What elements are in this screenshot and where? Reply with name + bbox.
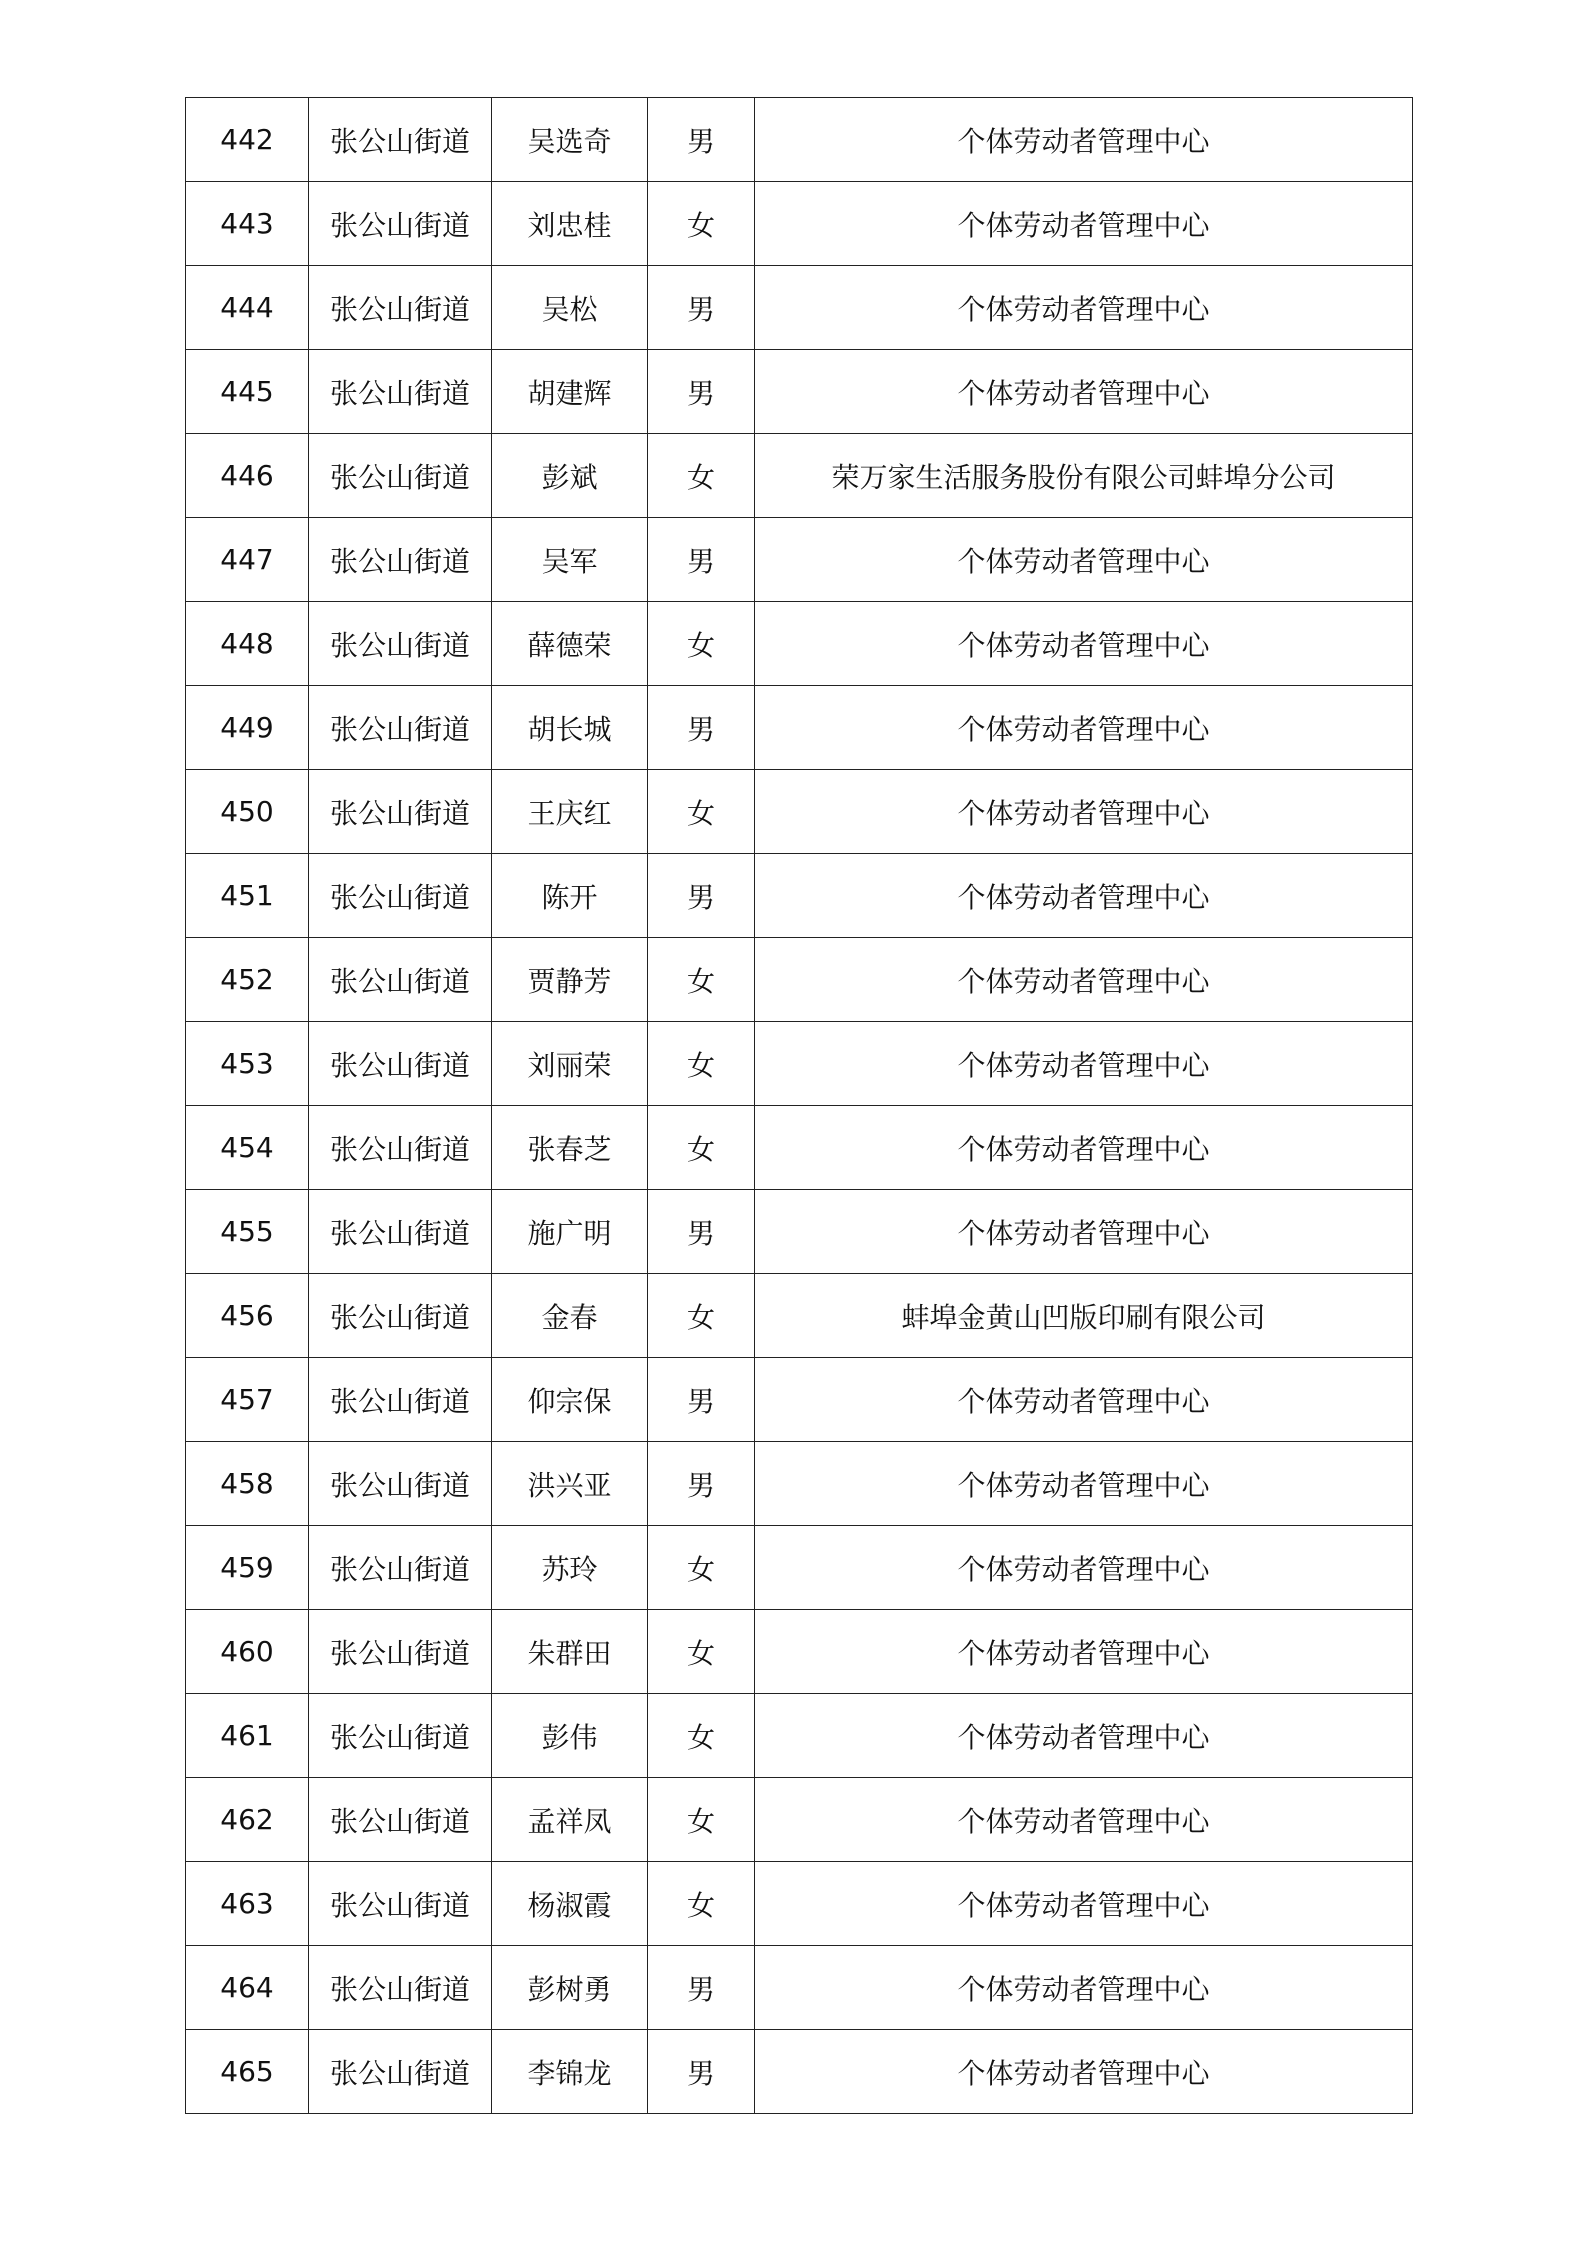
name-cell: 吴选奇 [492,98,648,182]
gender-cell: 男 [648,1442,755,1526]
name-cell: 李锦龙 [492,2030,648,2114]
row-number-cell: 457 [186,1358,309,1442]
name-cell: 胡长城 [492,686,648,770]
table-row [186,1946,1413,2030]
name-cell: 彭斌 [492,434,648,518]
organization-cell: 个体劳动者管理中心 [755,1946,1413,2030]
gender-cell: 女 [648,1106,755,1190]
row-number-cell: 446 [186,434,309,518]
gender-cell: 女 [648,1694,755,1778]
gender-cell: 男 [648,1358,755,1442]
row-number-cell: 462 [186,1778,309,1862]
street-cell: 张公山街道 [309,1610,492,1694]
name-cell: 吴松 [492,266,648,350]
name-cell: 洪兴亚 [492,1442,648,1526]
gender-cell: 男 [648,854,755,938]
row-number-cell: 450 [186,770,309,854]
gender-cell: 女 [648,602,755,686]
row-number-cell: 445 [186,350,309,434]
gender-cell: 女 [648,1778,755,1862]
row-number-cell: 443 [186,182,309,266]
organization-cell: 个体劳动者管理中心 [755,1610,1413,1694]
organization-cell: 个体劳动者管理中心 [755,1022,1413,1106]
organization-cell: 个体劳动者管理中心 [755,2030,1413,2114]
gender-cell: 女 [648,770,755,854]
gender-cell: 女 [648,1526,755,1610]
street-cell: 张公山街道 [309,266,492,350]
organization-cell: 个体劳动者管理中心 [755,1694,1413,1778]
table-row [186,1442,1413,1526]
table-row [186,1106,1413,1190]
name-cell: 刘忠桂 [492,182,648,266]
name-cell: 孟祥凤 [492,1778,648,1862]
street-cell: 张公山街道 [309,854,492,938]
table-row [186,854,1413,938]
street-cell: 张公山街道 [309,938,492,1022]
street-cell: 张公山街道 [309,1358,492,1442]
organization-cell: 荣万家生活服务股份有限公司蚌埠分公司 [755,434,1413,518]
roster-table [185,97,1413,2114]
gender-cell: 男 [648,686,755,770]
gender-cell: 女 [648,1610,755,1694]
gender-cell: 男 [648,1190,755,1274]
table-row [186,182,1413,266]
table-row [186,1862,1413,1946]
organization-cell: 个体劳动者管理中心 [755,602,1413,686]
organization-cell: 个体劳动者管理中心 [755,1442,1413,1526]
name-cell: 张春芝 [492,1106,648,1190]
name-cell: 施广明 [492,1190,648,1274]
table-row [186,770,1413,854]
row-number-cell: 461 [186,1694,309,1778]
name-cell: 金春 [492,1274,648,1358]
organization-cell: 个体劳动者管理中心 [755,266,1413,350]
row-number-cell: 459 [186,1526,309,1610]
organization-cell: 个体劳动者管理中心 [755,1862,1413,1946]
street-cell: 张公山街道 [309,602,492,686]
name-cell: 仰宗保 [492,1358,648,1442]
row-number-cell: 448 [186,602,309,686]
street-cell: 张公山街道 [309,1274,492,1358]
gender-cell: 女 [648,1022,755,1106]
row-number-cell: 452 [186,938,309,1022]
row-number-cell: 453 [186,1022,309,1106]
gender-cell: 男 [648,518,755,602]
street-cell: 张公山街道 [309,1778,492,1862]
street-cell: 张公山街道 [309,686,492,770]
street-cell: 张公山街道 [309,1190,492,1274]
name-cell: 贾静芳 [492,938,648,1022]
table-row [186,266,1413,350]
table-row [186,350,1413,434]
row-number-cell: 463 [186,1862,309,1946]
street-cell: 张公山街道 [309,1862,492,1946]
gender-cell: 女 [648,938,755,1022]
name-cell: 杨淑霞 [492,1862,648,1946]
name-cell: 苏玲 [492,1526,648,1610]
gender-cell: 男 [648,1946,755,2030]
table-row [186,1778,1413,1862]
row-number-cell: 451 [186,854,309,938]
row-number-cell: 447 [186,518,309,602]
table-row [186,1190,1413,1274]
name-cell: 胡建辉 [492,350,648,434]
organization-cell: 个体劳动者管理中心 [755,1106,1413,1190]
row-number-cell: 464 [186,1946,309,2030]
organization-cell: 个体劳动者管理中心 [755,1358,1413,1442]
table-row [186,1274,1413,1358]
organization-cell: 个体劳动者管理中心 [755,938,1413,1022]
organization-cell: 个体劳动者管理中心 [755,1190,1413,1274]
gender-cell: 男 [648,350,755,434]
gender-cell: 女 [648,1862,755,1946]
organization-cell: 个体劳动者管理中心 [755,98,1413,182]
gender-cell: 女 [648,182,755,266]
table-row [186,518,1413,602]
street-cell: 张公山街道 [309,98,492,182]
name-cell: 薛德荣 [492,602,648,686]
gender-cell: 男 [648,98,755,182]
table-row [186,1526,1413,1610]
organization-cell: 蚌埠金黄山凹版印刷有限公司 [755,1274,1413,1358]
table-row [186,938,1413,1022]
street-cell: 张公山街道 [309,182,492,266]
gender-cell: 女 [648,1274,755,1358]
row-number-cell: 456 [186,1274,309,1358]
table-row [186,434,1413,518]
street-cell: 张公山街道 [309,518,492,602]
street-cell: 张公山街道 [309,1442,492,1526]
name-cell: 刘丽荣 [492,1022,648,1106]
row-number-cell: 465 [186,2030,309,2114]
street-cell: 张公山街道 [309,1526,492,1610]
table-row [186,686,1413,770]
gender-cell: 男 [648,2030,755,2114]
street-cell: 张公山街道 [309,770,492,854]
street-cell: 张公山街道 [309,1022,492,1106]
row-number-cell: 442 [186,98,309,182]
gender-cell: 男 [648,266,755,350]
table-row [186,602,1413,686]
name-cell: 彭树勇 [492,1946,648,2030]
name-cell: 朱群田 [492,1610,648,1694]
organization-cell: 个体劳动者管理中心 [755,350,1413,434]
street-cell: 张公山街道 [309,1946,492,2030]
table-row [186,1358,1413,1442]
row-number-cell: 444 [186,266,309,350]
street-cell: 张公山街道 [309,2030,492,2114]
row-number-cell: 449 [186,686,309,770]
organization-cell: 个体劳动者管理中心 [755,182,1413,266]
row-number-cell: 460 [186,1610,309,1694]
organization-cell: 个体劳动者管理中心 [755,1526,1413,1610]
table-row [186,1694,1413,1778]
street-cell: 张公山街道 [309,1694,492,1778]
table-row [186,1610,1413,1694]
organization-cell: 个体劳动者管理中心 [755,1778,1413,1862]
roster-table-body [186,98,1413,2114]
gender-cell: 女 [648,434,755,518]
street-cell: 张公山街道 [309,350,492,434]
organization-cell: 个体劳动者管理中心 [755,686,1413,770]
row-number-cell: 458 [186,1442,309,1526]
row-number-cell: 454 [186,1106,309,1190]
table-row [186,1022,1413,1106]
table-row [186,98,1413,182]
table-row [186,2030,1413,2114]
organization-cell: 个体劳动者管理中心 [755,770,1413,854]
name-cell: 王庆红 [492,770,648,854]
name-cell: 陈开 [492,854,648,938]
name-cell: 吴军 [492,518,648,602]
organization-cell: 个体劳动者管理中心 [755,518,1413,602]
street-cell: 张公山街道 [309,434,492,518]
row-number-cell: 455 [186,1190,309,1274]
organization-cell: 个体劳动者管理中心 [755,854,1413,938]
name-cell: 彭伟 [492,1694,648,1778]
street-cell: 张公山街道 [309,1106,492,1190]
